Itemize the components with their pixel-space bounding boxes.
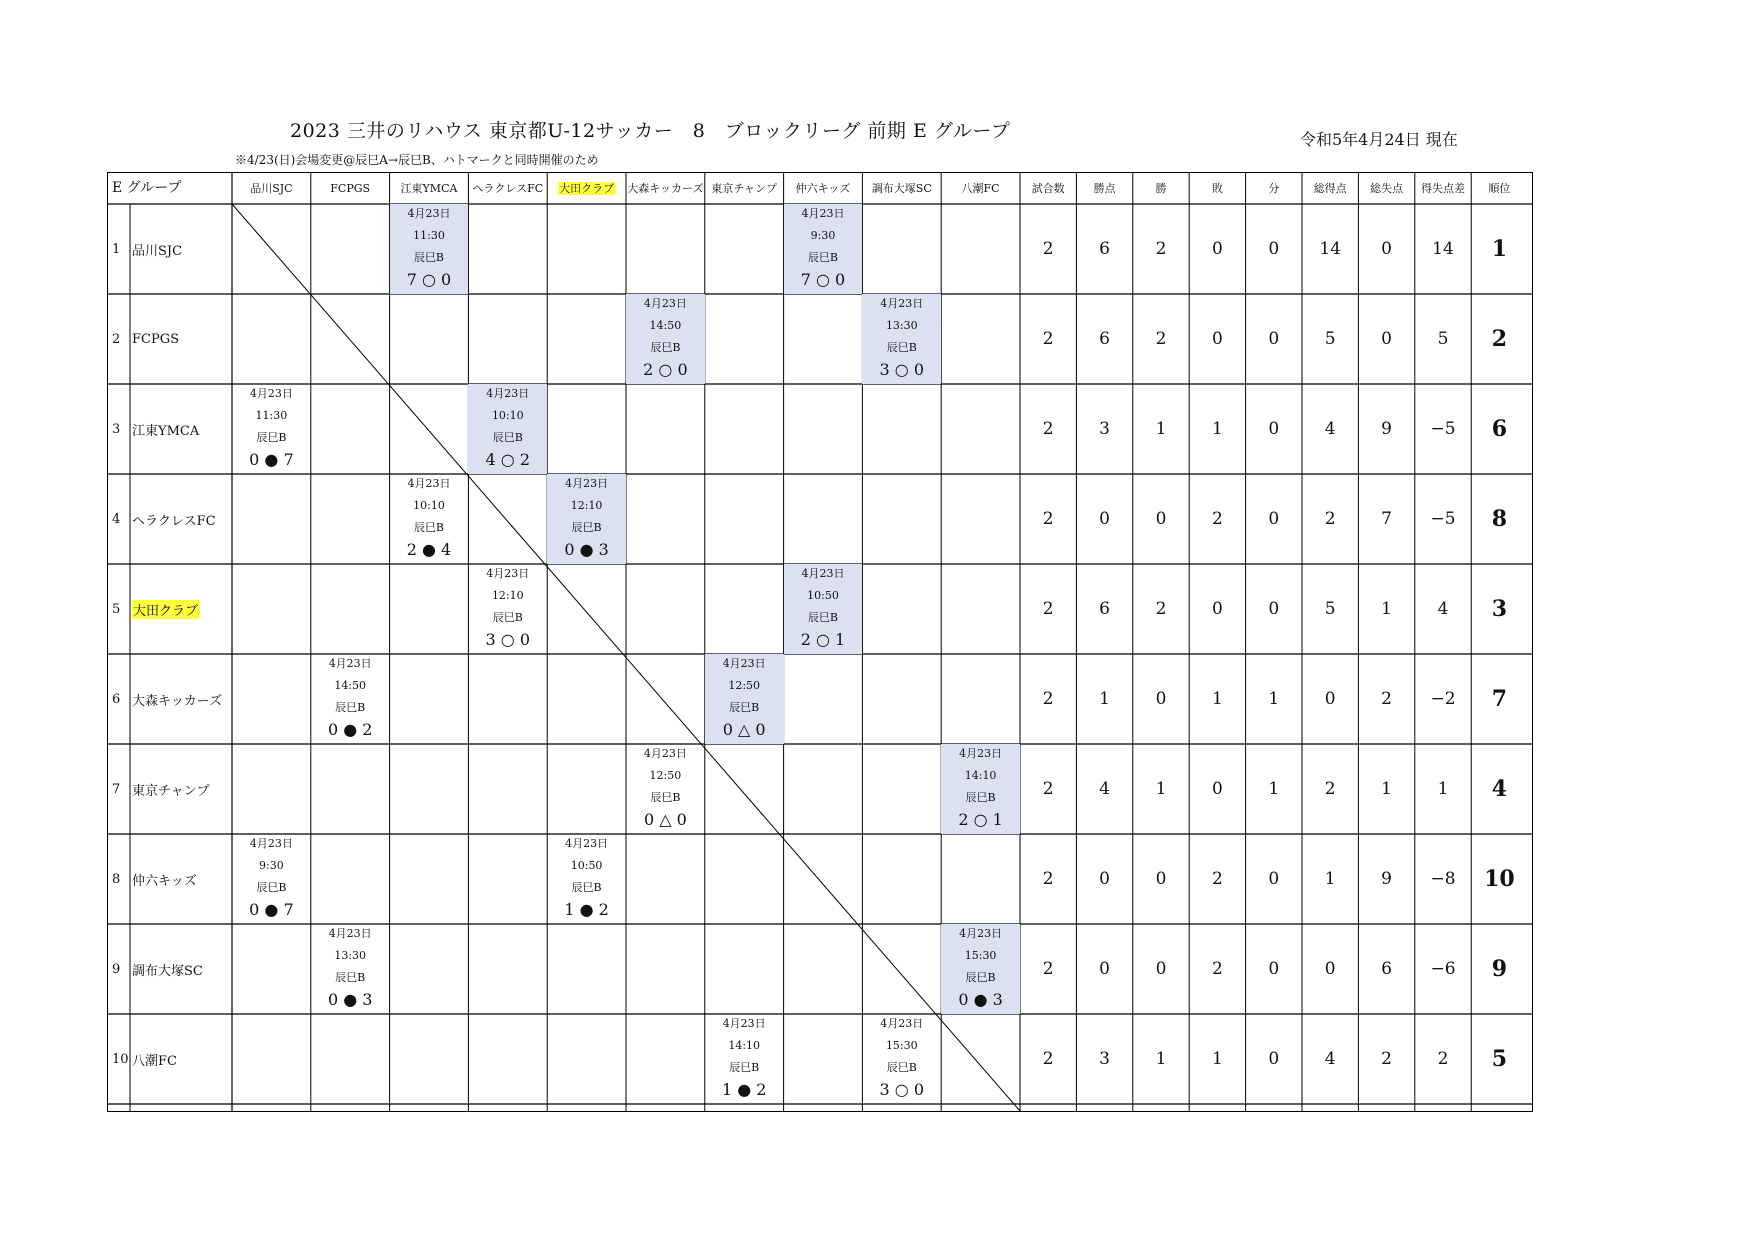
rank-value: 4	[1491, 776, 1508, 802]
match-score: 7 ○ 0	[800, 270, 846, 289]
rank-value: 7	[1491, 686, 1508, 712]
team-number: 10	[112, 1051, 129, 1067]
match-venue: 辰巳B	[650, 341, 681, 354]
group-header: E グループ	[112, 180, 182, 196]
match-cell	[626, 744, 705, 834]
team-row-name	[108, 834, 232, 924]
team-row-name	[108, 1014, 232, 1104]
stat-value: 0	[1268, 509, 1280, 529]
team-column-header	[784, 173, 863, 204]
team-name: 八潮FC	[132, 1053, 177, 1069]
stat-value: 1	[1211, 419, 1223, 439]
stat-value: 2	[1211, 869, 1223, 889]
match-cell	[862, 294, 941, 384]
team-number: 9	[112, 961, 121, 977]
stat-value: 0	[1268, 959, 1280, 979]
team-name: ヘラクレスFC	[132, 513, 216, 529]
team-name: 品川SJC	[132, 243, 183, 259]
stat-value: 2	[1042, 1049, 1054, 1069]
team-column-header-label: 大森キッカーズ	[627, 182, 704, 195]
match-venue: 辰巳B	[571, 521, 602, 534]
stat-value: −8	[1430, 869, 1456, 889]
match-time: 13:30	[334, 949, 367, 962]
stat-column-header: 勝点	[1093, 182, 1116, 195]
match-date: 4月23日	[249, 837, 293, 850]
match-date: 4月23日	[643, 747, 687, 760]
match-date: 4月23日	[722, 657, 766, 670]
match-venue: 辰巳B	[256, 881, 287, 894]
stat-value: 1	[1211, 1049, 1223, 1069]
team-column-header-label: FCPGS	[330, 182, 371, 195]
stat-value: 2	[1211, 959, 1223, 979]
stat-column-header: 得失点差	[1420, 182, 1465, 195]
stat-value: 5	[1324, 329, 1336, 349]
match-venue: 辰巳B	[335, 971, 366, 984]
team-column-header-label: 品川SJC	[250, 182, 293, 195]
stat-value: 2	[1042, 869, 1054, 889]
match-cell	[311, 924, 390, 1014]
team-row-name	[108, 204, 232, 294]
match-venue: 辰巳B	[335, 701, 366, 714]
stat-value: 2	[1042, 959, 1054, 979]
stat-value: 14	[1432, 239, 1454, 259]
stat-value: 2	[1042, 599, 1054, 619]
stat-column-header: 順位	[1488, 182, 1511, 195]
stat-value: 4	[1324, 419, 1336, 439]
match-cell	[626, 294, 705, 384]
stat-value: 2	[1155, 329, 1167, 349]
match-date: 4月23日	[328, 657, 372, 670]
match-date: 4月23日	[565, 477, 609, 490]
team-column-header-label: ヘラクレスFC	[472, 182, 544, 195]
match-time: 14:50	[649, 319, 682, 332]
team-name: 仲六キッズ	[132, 873, 197, 889]
match-score: 0 ● 7	[249, 900, 294, 919]
team-number: 8	[112, 871, 121, 887]
match-score: 2 ○ 1	[958, 810, 1003, 829]
match-cell	[784, 204, 863, 294]
stat-column-header: 総得点	[1313, 182, 1347, 195]
page-title: 2023 三井のリハウス 東京都U-12サッカー 8 ブロックリーグ 前期 E グループ	[290, 120, 1011, 142]
team-column-header	[232, 173, 311, 204]
stat-value: 2	[1042, 419, 1054, 439]
team-row-name	[108, 384, 232, 474]
team-column-header-label: 八潮FC	[961, 182, 1000, 195]
match-date: 4月23日	[880, 297, 924, 310]
match-venue: 辰巳B	[729, 1061, 760, 1074]
match-cell	[941, 744, 1020, 834]
match-cell	[862, 1014, 941, 1104]
match-cell	[390, 474, 469, 564]
stat-value: 2	[1042, 329, 1054, 349]
rank-value: 9	[1491, 956, 1508, 982]
stat-value: 2	[1155, 239, 1167, 259]
stat-value: 2	[1381, 689, 1392, 709]
match-score: 3 ○ 0	[879, 360, 925, 379]
stat-value: 1	[1268, 689, 1280, 709]
match-time: 9:30	[810, 229, 836, 242]
stat-value: 6	[1381, 959, 1392, 979]
stat-value: 3	[1099, 1049, 1110, 1069]
stat-value: 7	[1381, 509, 1392, 529]
team-column-header	[705, 173, 784, 204]
match-score: 0 ● 3	[564, 540, 609, 559]
stat-column-header: 敗	[1211, 182, 1223, 195]
match-date: 4月23日	[959, 927, 1003, 940]
stat-value: 9	[1381, 869, 1392, 889]
stat-value: 1	[1099, 689, 1110, 709]
stat-value: 1	[1268, 779, 1280, 799]
stat-value: 9	[1381, 419, 1392, 439]
match-date: 4月23日	[880, 1017, 924, 1030]
match-time: 12:50	[649, 769, 682, 782]
stat-value: 0	[1381, 239, 1392, 259]
rank-value: 1	[1491, 236, 1508, 262]
match-cell	[941, 924, 1020, 1014]
team-column-header	[547, 173, 626, 204]
stat-value: 0	[1155, 869, 1167, 889]
team-row-name	[108, 744, 232, 834]
stat-value: 0	[1268, 419, 1280, 439]
match-date: 4月23日	[486, 567, 530, 580]
stat-value: 0	[1211, 599, 1223, 619]
match-score: 0 ● 7	[249, 450, 294, 469]
stat-column-header: 分	[1268, 182, 1280, 195]
stat-value: 0	[1324, 959, 1336, 979]
match-date: 4月23日	[959, 747, 1003, 760]
team-number: 2	[112, 331, 121, 347]
match-time: 10:10	[491, 409, 524, 422]
match-date: 4月23日	[328, 927, 372, 940]
match-date: 4月23日	[565, 837, 609, 850]
match-time: 15:30	[964, 949, 997, 962]
stat-value: −6	[1430, 959, 1456, 979]
stat-value: 2	[1324, 509, 1336, 529]
stat-value: 1	[1155, 1049, 1167, 1069]
match-cell	[547, 834, 626, 924]
stat-value: 0	[1099, 509, 1110, 529]
match-time: 14:10	[728, 1039, 761, 1052]
match-time: 12:10	[570, 499, 603, 512]
team-name: FCPGS	[132, 331, 180, 347]
match-time: 10:50	[807, 589, 839, 602]
stat-value: 4	[1324, 1049, 1336, 1069]
match-time: 14:50	[334, 679, 367, 692]
match-venue: 辰巳B	[571, 881, 602, 894]
match-date: 4月23日	[407, 477, 451, 490]
stat-value: −5	[1430, 509, 1456, 529]
team-column-header	[626, 173, 705, 204]
stat-value: 0	[1268, 599, 1280, 619]
team-column-header	[390, 173, 469, 204]
match-venue: 辰巳B	[807, 251, 839, 264]
team-number: 5	[112, 601, 121, 617]
stat-value: 0	[1099, 959, 1110, 979]
rank-value: 5	[1491, 1046, 1508, 1072]
match-cell	[311, 654, 390, 744]
match-score: 2 ○ 0	[643, 360, 688, 379]
team-column-header-label: 江東YMCA	[400, 182, 458, 195]
stat-value: 2	[1324, 779, 1336, 799]
match-score: 1 ● 2	[721, 1080, 767, 1099]
match-date: 4月23日	[722, 1017, 766, 1030]
team-number: 1	[112, 241, 121, 257]
stat-value: 2	[1437, 1049, 1449, 1069]
match-date: 4月23日	[486, 387, 530, 400]
venue-change-note: ※4/23(日)会場変更@辰巳A→辰巳B、ハトマークと同時開催のため	[235, 153, 599, 167]
team-column-header	[862, 173, 941, 204]
stat-value: 0	[1324, 689, 1336, 709]
match-score: 3 ○ 0	[879, 1080, 925, 1099]
stat-value: 0	[1268, 329, 1280, 349]
match-venue: 辰巳B	[807, 611, 839, 624]
team-name: 江東YMCA	[132, 423, 200, 439]
match-cell	[784, 564, 863, 654]
team-row-name	[108, 564, 232, 654]
stat-value: 0	[1268, 239, 1280, 259]
team-row-name	[108, 294, 232, 384]
stat-value: 1	[1381, 599, 1392, 619]
team-number: 6	[112, 691, 121, 707]
stat-value: 2	[1155, 599, 1167, 619]
stat-value: 0	[1155, 959, 1167, 979]
rank-value: 6	[1491, 416, 1508, 442]
team-name: 大田クラブ	[132, 600, 199, 619]
match-date: 4月23日	[801, 207, 845, 220]
match-time: 13:30	[885, 319, 918, 332]
match-cell	[232, 834, 311, 924]
match-time: 12:50	[728, 679, 761, 692]
stat-column-header: 総失点	[1370, 182, 1404, 195]
team-name: 調布大塚SC	[132, 963, 203, 979]
stat-value: 1	[1155, 419, 1167, 439]
team-number: 4	[112, 511, 121, 527]
stat-value: 6	[1099, 239, 1110, 259]
team-name: 大森キッカーズ	[132, 693, 223, 709]
stat-value: 0	[1155, 509, 1167, 529]
stat-column-header: 試合数	[1031, 182, 1065, 195]
stat-value: −2	[1430, 689, 1456, 709]
stat-value: 5	[1437, 329, 1449, 349]
stat-value: 2	[1042, 239, 1054, 259]
match-score: 3 ○ 0	[485, 630, 531, 649]
match-venue: 辰巳B	[729, 701, 760, 714]
match-score: 0 △ 0	[643, 810, 687, 829]
match-score: 0 ● 3	[327, 990, 373, 1009]
stat-value: 0	[1211, 239, 1223, 259]
match-venue: 辰巳B	[886, 341, 917, 354]
match-time: 15:30	[885, 1039, 918, 1052]
match-venue: 辰巳B	[492, 431, 523, 444]
rank-value: 8	[1491, 506, 1508, 532]
match-date: 4月23日	[249, 387, 293, 400]
stat-value: 2	[1381, 1049, 1392, 1069]
stat-value: 0	[1211, 329, 1223, 349]
match-time: 11:30	[413, 229, 445, 242]
stat-column-header: 勝	[1155, 182, 1167, 195]
as-of-date: 令和5年4月24日 現在	[1300, 130, 1458, 149]
team-number: 3	[112, 421, 121, 437]
stat-value: 6	[1099, 599, 1110, 619]
stat-value: 5	[1324, 599, 1336, 619]
stat-value: 1	[1211, 689, 1223, 709]
match-cell	[468, 384, 547, 474]
stat-value: 1	[1381, 779, 1392, 799]
team-row-name	[108, 924, 232, 1014]
match-venue: 辰巳B	[965, 791, 996, 804]
stat-value: 1	[1437, 779, 1449, 799]
stat-value: 2	[1042, 509, 1054, 529]
stat-value: −5	[1430, 419, 1456, 439]
match-cell	[390, 204, 469, 294]
team-column-header	[468, 173, 547, 204]
match-cell	[705, 654, 784, 744]
team-column-header-label: 東京チャンプ	[711, 182, 778, 195]
league-table	[107, 172, 1533, 1112]
match-score: 2 ○ 1	[800, 630, 846, 649]
match-venue: 辰巳B	[413, 251, 445, 264]
stat-value: 3	[1099, 419, 1110, 439]
stat-value: 0	[1211, 779, 1223, 799]
team-column-header	[941, 173, 1020, 204]
stat-value: 0	[1155, 689, 1167, 709]
stat-value: 2	[1211, 509, 1223, 529]
match-venue: 辰巳B	[492, 611, 523, 624]
match-cell	[705, 1014, 784, 1104]
stat-value: 6	[1099, 329, 1110, 349]
match-venue: 辰巳B	[650, 791, 681, 804]
rank-value: 10	[1484, 866, 1515, 892]
match-time: 14:10	[964, 769, 997, 782]
stat-value: 4	[1437, 599, 1449, 619]
team-row-name	[108, 654, 232, 744]
match-score: 1 ● 2	[564, 900, 609, 919]
team-column-header-label: 仲六キッズ	[795, 182, 851, 195]
stat-value: 0	[1099, 869, 1110, 889]
stat-value: 0	[1268, 1049, 1280, 1069]
match-time: 12:10	[491, 589, 524, 602]
match-cell	[468, 564, 547, 654]
match-date: 4月23日	[407, 207, 451, 220]
stat-value: 0	[1381, 329, 1392, 349]
stat-value: 2	[1042, 689, 1054, 709]
match-score: 0 ● 2	[327, 720, 373, 739]
stat-value: 1	[1324, 869, 1336, 889]
stat-value: 0	[1268, 869, 1280, 889]
team-column-header-label: 調布大塚SC	[871, 182, 932, 195]
stat-value: 2	[1042, 779, 1054, 799]
match-time: 11:30	[255, 409, 288, 422]
match-time: 10:50	[570, 859, 603, 872]
team-row-name	[108, 474, 232, 564]
team-name: 東京チャンプ	[132, 783, 210, 799]
rank-value: 2	[1491, 326, 1508, 352]
match-venue: 辰巳B	[965, 971, 996, 984]
match-score: 0 △ 0	[722, 720, 766, 739]
stat-value: 1	[1155, 779, 1167, 799]
match-score: 2 ● 4	[406, 540, 452, 559]
match-date: 4月23日	[643, 297, 687, 310]
stat-value: 14	[1319, 239, 1342, 259]
match-score: 0 ● 3	[958, 990, 1003, 1009]
match-score: 7 ○ 0	[406, 270, 452, 289]
match-venue: 辰巳B	[413, 521, 445, 534]
stat-value: 4	[1099, 779, 1110, 799]
match-venue: 辰巳B	[886, 1061, 917, 1074]
team-number: 7	[112, 781, 121, 797]
team-column-header	[311, 173, 390, 204]
match-time: 10:10	[413, 499, 445, 512]
match-cell	[547, 474, 626, 564]
match-date: 4月23日	[801, 567, 845, 580]
team-column-header-label: 大田クラブ	[559, 182, 615, 195]
match-cell	[232, 384, 311, 474]
match-score: 4 ○ 2	[485, 450, 531, 469]
rank-value: 3	[1491, 596, 1508, 622]
match-time: 9:30	[259, 859, 284, 872]
match-venue: 辰巳B	[256, 431, 287, 444]
